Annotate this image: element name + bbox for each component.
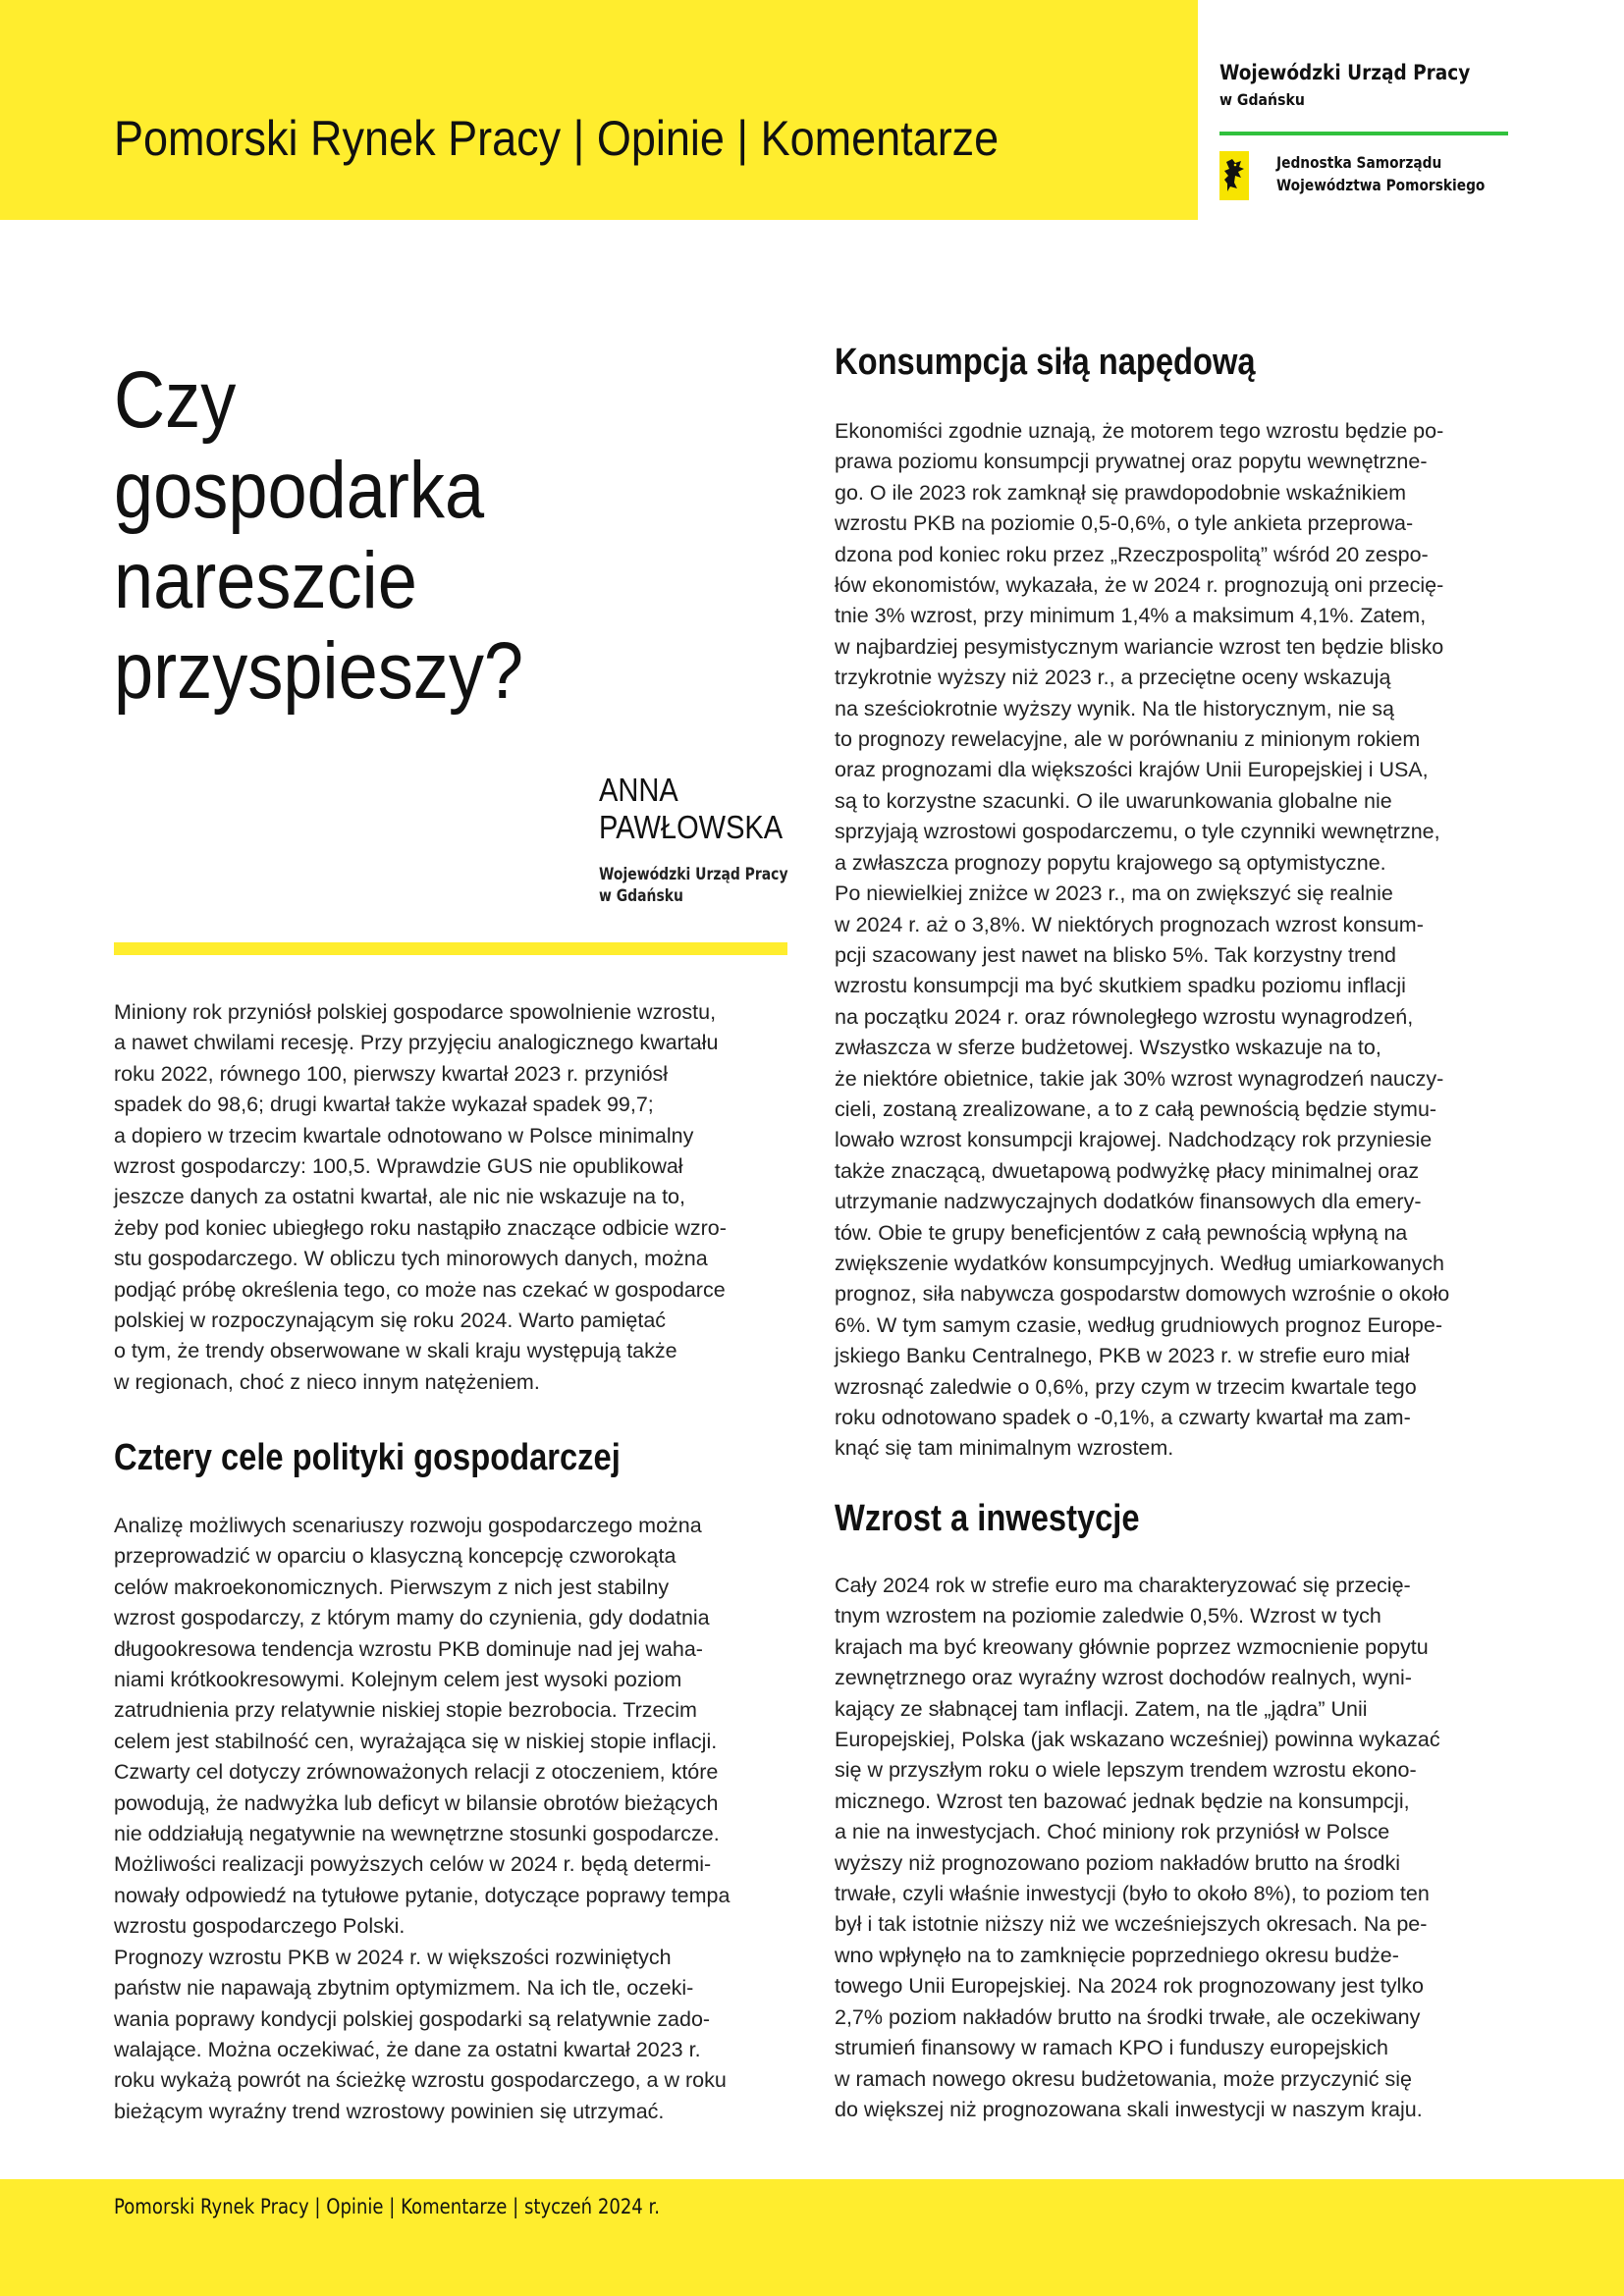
text-line: Miniony rok przyniósł polskiej gospodarce spowolnienie wzrostu,: [114, 1000, 717, 1024]
author-last-name: PAWŁOWSKA: [599, 809, 784, 845]
text-line: Czwarty cel dotyczy zrównoważonych relacji z otoczeniem, które: [114, 1760, 719, 1785]
text-line: Prognozy wzrostu PKB w 2024 r. w większości rozwiniętych: [114, 1945, 672, 1969]
text-line: wzrost gospodarczy: 100,5. Wprawdzie GUS nie opublikował: [114, 1154, 683, 1179]
text-line: był i tak istotnie niższy niż we wcześniejszych okresach. Na pe-: [835, 1912, 1428, 1937]
text-line: dzona pod koniec roku przez „Rzeczpospolitą” wśród 20 zespo-: [835, 542, 1429, 566]
text-line: oraz prognozami dla większości krajów Unii Europejskiej i USA,: [835, 758, 1429, 782]
text-line: a nawet chwilami recesję. Przy przyjęciu analogicznego kwartału: [114, 1031, 719, 1055]
text-line: Po niewielkiej zniżce w 2023 r., ma on zwiększyć się realnie: [835, 881, 1393, 906]
author-organization: [599, 864, 788, 907]
text-line: stu gospodarczego. W obliczu tych minorowych danych, można: [114, 1247, 708, 1271]
text-line: Możliwości realizacji powyższych celów w 2024 r. będą determi-: [114, 1852, 712, 1877]
text-line: nowały odpowiedź na tytułowe pytanie, dotyczące poprawy tempa: [114, 1883, 731, 1907]
org-city: w Gdańsku: [1219, 90, 1305, 109]
text-line: walające. Można oczekiwać, że dane za ostatni kwartał 2023 r.: [114, 2037, 701, 2061]
text-line: zwiększenie wydatków konsumpcyjnych. Według umiarkowanych: [835, 1251, 1444, 1275]
title-line: przyspieszy?: [114, 626, 524, 716]
section-heading-investment: Wzrost a inwestycje: [835, 1498, 1140, 1539]
unit-label: [1276, 151, 1485, 196]
text-line: niami krótkookresowymi. Kolejnym celem jest wysoki poziom: [114, 1668, 682, 1692]
text-line: trwałe, czyli właśnie inwestycji (było to około 8%), to poziom ten: [835, 1882, 1430, 1906]
text-line: zewnętrznego oraz wyraźny wzrost dochodów realnych, wyni-: [835, 1666, 1412, 1690]
title-line: gospodarka: [114, 446, 485, 535]
section-body-investment: [835, 1571, 1522, 2125]
text-line: pcji szacowany jest nawet na blisko 5%. Tak korzystny trend: [835, 942, 1397, 967]
text-line: żeby pod koniec ubiegłego roku nastąpiło znaczące odbicie wzro-: [114, 1215, 727, 1240]
text-line: go. O ile 2023 rok zamknął się prawdopodobnie wskaźnikiem: [835, 480, 1407, 505]
text-line: prawa poziomu konsumpcji prywatnej oraz popytu wewnętrzne-: [835, 450, 1428, 474]
text-line: tnie 3% wzrost, przy minimum 1,4% a maksimum 4,1%. Zatem,: [835, 604, 1427, 628]
text-line: krajach ma być kreowany głównie poprzez wzmocnienie popytu: [835, 1634, 1429, 1659]
text-line: Analizę możliwych scenariuszy rozwoju gospodarczego można: [114, 1514, 702, 1537]
text-line: do większej niż prognozowana skali inwestycji w naszym kraju.: [835, 2097, 1423, 2121]
text-line: 6%. W tym samym czasie, według grudniowych prognoz Europe-: [835, 1312, 1442, 1337]
text-line: przeprowadzić w oparciu o klasyczną koncepcję czworokąta: [114, 1544, 677, 1569]
text-line: wzrostu konsumpcji ma być skutkiem spadku poziomu inflacji: [835, 974, 1406, 998]
text-line: zwłaszcza w sferze budżetowej. Wszystko wskazuje na to,: [835, 1036, 1381, 1060]
text-line: tów. Obie te grupy beneficjentów z całą pewnością wpłyną na: [835, 1220, 1408, 1245]
text-line: wania poprawy kondycji polskiej gospodarki są relatywnie zado-: [114, 2006, 711, 2031]
text-line: sprzyjają wzrostowi gospodarczemu, o tyle czynniki wewnętrzne,: [835, 820, 1440, 844]
text-line: trzykrotnie wyższy niż 2023 r., a przeciętne oceny wskazują: [835, 666, 1391, 690]
org-name: Wojewódzki Urząd Pracy: [1219, 61, 1471, 84]
text-line: wyższy niż prognozowano poziom nakładów brutto na środki: [835, 1850, 1401, 1875]
text-line: wzrosnąć zaledwie o 0,6%, przy czym w trzecim kwartale tego: [835, 1374, 1417, 1399]
section-heading-goals: Cztery cele polityki gospodarczej: [114, 1437, 621, 1478]
author-block: [599, 772, 795, 907]
text-line: zatrudnienia przy relatywnie niskiej stopie bezrobocia. Trzecim: [114, 1698, 697, 1723]
text-line: w najbardziej pesymistycznym wariancie wzrost ten będzie blisko: [835, 634, 1444, 659]
text-line: roku odnotowano spadek o -0,1%, a czwarty kwartał ma zam-: [835, 1406, 1411, 1429]
text-line: kający ze słabnącej tam inflacji. Zatem, na tle „jądra” Unii: [835, 1696, 1368, 1721]
article-title: [114, 355, 564, 717]
author-org-line: w Gdańsku: [599, 886, 683, 906]
section-body-consumption: [835, 416, 1522, 1465]
text-line: o tym, że trendy obserwowane w skali kraju występują także: [114, 1339, 677, 1363]
text-line: wno wpłynęło na to zamknięcie poprzedniego okresu budże-: [835, 1943, 1399, 1967]
text-line: strumień finansowy w ramach KPO i funduszy europejskich: [835, 2036, 1389, 2060]
text-line: lowało wzrost konsumpcji krajowej. Nadchodzący rok przyniesie: [835, 1128, 1433, 1152]
green-divider: [1219, 132, 1508, 135]
intro-paragraph: [114, 997, 801, 1398]
text-line: podjąć próbę określenia tego, co może nas czekać w gospodarce: [114, 1277, 726, 1302]
text-line: Europejskiej, Polska (jak wskazano wcześniej) powinna wykazać: [835, 1728, 1440, 1752]
author-name: [599, 772, 784, 846]
text-line: to prognozy rewelacyjne, ale w porównaniu z minionym rokiem: [835, 727, 1421, 752]
text-line: a dopiero w trzecim kwartale odnotowano w Polsce minimalny: [114, 1123, 694, 1148]
text-line: celów makroekonomicznych. Pierwszym z nich jest stabilny: [114, 1575, 670, 1599]
text-line: roku 2022, równego 100, pierwszy kwartał 2023 r. przyniósł: [114, 1061, 669, 1086]
section-body-goals: [114, 1511, 801, 2127]
text-line: w regionach, choć z nieco innym natężeniem.: [114, 1369, 540, 1394]
text-line: wzrostu PKB na poziomie 0,5-0,6%, o tyle ankieta przeprowa-: [835, 511, 1414, 536]
text-line: roku wykażą powrót na ścieżkę wzrostu gospodarczego, a w roku: [114, 2068, 727, 2093]
text-line: wzrostu gospodarczego Polski.: [114, 1914, 406, 1939]
footer-text: Pomorski Rynek Pracy | Opinie | Komentarze | styczeń 2024 r.: [114, 2195, 661, 2218]
text-line: na sześciokrotnie wyższy wynik. Na tle historycznym, nie są: [835, 696, 1394, 721]
griffin-shape: [1221, 156, 1247, 195]
text-line: towego Unii Europejskiej. Na 2024 rok prognozowany jest tylko: [835, 1974, 1424, 1999]
unit-line-2: Województwa Pomorskiego: [1276, 176, 1486, 194]
text-line: długookresowa tendencja wzrostu PKB dominuje nad jej waha-: [114, 1636, 703, 1661]
publication-title: Pomorski Rynek Pracy | Opinie | Komentarze: [114, 111, 1000, 166]
text-line: bieżącym wyraźny trend wzrostowy powinien się utrzymać.: [114, 2099, 665, 2123]
text-line: 2,7% poziom nakładów brutto na środki trwałe, ale oczekiwany: [835, 2004, 1421, 2029]
section-heading-consumption: Konsumpcja siłą napędową: [835, 342, 1256, 383]
title-line: Czy: [114, 355, 237, 445]
unit-line-1: Jednostka Samorządu: [1276, 153, 1442, 172]
text-line: wzrost gospodarczy, z którym mamy do czynienia, gdy dodatnia: [114, 1606, 710, 1630]
author-org-line: Wojewódzki Urząd Pracy: [599, 865, 788, 884]
organization-block: [1219, 61, 1514, 194]
text-line: knąć się tam minimalnym wzrostem.: [835, 1436, 1174, 1461]
text-line: a nie na inwestycjach. Choć miniony rok przyniósł w Polsce: [835, 1820, 1390, 1844]
text-line: prognoz, siła nabywcza gospodarstw domowych wzrośnie o około: [835, 1282, 1450, 1307]
text-line: także znaczącą, dwuetapową podwyżkę płacy minimalnej oraz: [835, 1158, 1420, 1183]
text-line: jeszcze danych za ostatni kwartał, ale nic nie wskazuje na to,: [114, 1185, 685, 1209]
text-line: micznego. Wzrost ten bazować jednak będzie na konsumpcji,: [835, 1789, 1410, 1813]
text-line: celem jest stabilność cen, wyrażająca się w niskiej stopie inflacji.: [114, 1729, 718, 1753]
text-line: jskiego Banku Centralnego, PKB w 2023 r. w strefie euro miał: [835, 1344, 1410, 1368]
griffin-emblem-icon: [1219, 151, 1249, 200]
text-line: na początku 2024 r. oraz równoległego wzrostu wynagrodzeń,: [835, 1004, 1414, 1029]
text-line: polskiej w rozpoczynającym się roku 2024. Warto pamiętać: [114, 1308, 667, 1333]
text-line: nie oddziałują negatywnie na wewnętrzne stosunki gospodarcze.: [114, 1822, 720, 1846]
text-line: a zwłaszcza prognozy popytu krajowego są optymistyczne.: [835, 850, 1386, 875]
text-line: powodują, że nadwyżka lub deficyt w bilansie obrotów bieżących: [114, 1790, 719, 1815]
text-line: się w przyszłym roku o wiele lepszym trendem wzrostu ekono-: [835, 1758, 1417, 1783]
title-line: nareszcie: [114, 536, 417, 625]
author-first-name: ANNA: [599, 772, 678, 808]
text-line: są to korzystne szacunki. O ile uwarunkowania globalne nie: [835, 788, 1392, 813]
text-line: utrzymanie nadzwyczajnych dodatków finansowych dla emery-: [835, 1190, 1422, 1214]
text-line: łów ekonomistów, wykazała, że w 2024 r. prognozują oni przecię-: [835, 573, 1444, 598]
text-line: cieli, zostaną zrealizowane, a to z całą pewnością będzie stymu-: [835, 1096, 1437, 1121]
text-line: w 2024 r. aż o 3,8%. W niektórych prognozach wzrost konsum-: [835, 912, 1424, 936]
text-line: w ramach nowego okresu budżetowania, może przyczynić się: [835, 2066, 1412, 2091]
yellow-rule: [114, 942, 787, 955]
text-line: Cały 2024 rok w strefie euro ma charakteryzować się przecię-: [835, 1574, 1411, 1597]
text-line: że niektóre obietnice, takie jak 30% wzrost wynagrodzeń nauczy-: [835, 1066, 1444, 1091]
text-line: państw nie napawają zbytnim optymizmem. Na ich tle, oczeki-: [114, 1976, 694, 2001]
text-line: Ekonomiści zgodnie uznają, że motorem tego wzrostu będzie po-: [835, 419, 1444, 443]
text-line: tnym wzrostem na poziomie zaledwie 0,5%. Wzrost w tych: [835, 1604, 1381, 1629]
text-line: spadek do 98,6; drugi kwartał także wykazał spadek 99,7;: [114, 1093, 654, 1117]
emblem-row: [1219, 151, 1519, 200]
